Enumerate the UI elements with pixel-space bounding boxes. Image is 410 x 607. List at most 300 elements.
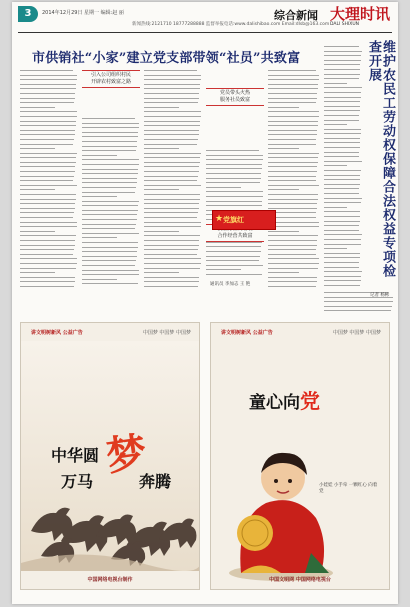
text-line — [20, 84, 76, 85]
text-line — [206, 191, 263, 192]
text-line — [144, 231, 179, 232]
text-line — [324, 301, 393, 302]
text-line — [20, 79, 77, 80]
text-line — [206, 159, 263, 160]
text-line — [268, 125, 318, 126]
text-line — [324, 87, 362, 88]
text-line — [268, 254, 316, 255]
text-line — [82, 242, 138, 243]
text-line — [20, 235, 76, 236]
text-line — [268, 286, 316, 287]
text-line — [20, 88, 76, 89]
text-line — [324, 138, 360, 139]
text-line — [268, 84, 318, 85]
text-line — [20, 231, 55, 232]
text-line — [20, 144, 73, 145]
text-line — [206, 260, 259, 261]
text-line — [268, 208, 317, 209]
text-line — [82, 256, 137, 257]
text-line — [144, 88, 200, 89]
text-line — [268, 162, 318, 163]
text-line — [324, 280, 361, 281]
text-line — [82, 265, 135, 266]
text-line — [144, 272, 179, 273]
text-line — [144, 84, 200, 85]
text-line — [324, 152, 359, 153]
text-line — [206, 155, 263, 156]
text-line — [324, 106, 360, 107]
text-line — [144, 254, 197, 255]
text-line — [324, 184, 360, 185]
child-figurine-illustration — [221, 423, 341, 583]
text-line — [324, 129, 361, 130]
text-line — [324, 97, 361, 98]
text-line — [268, 180, 316, 181]
text-column-5 — [268, 70, 320, 292]
text-line — [82, 210, 138, 211]
text-line — [268, 107, 299, 108]
text-line — [20, 107, 55, 108]
text-line — [144, 222, 201, 223]
dream-calligraphy: 梦 — [103, 428, 150, 481]
text-line — [20, 134, 75, 135]
text-line — [82, 196, 117, 197]
text-line — [20, 212, 74, 213]
text-line — [20, 157, 76, 158]
text-line — [144, 79, 201, 80]
text-line — [324, 216, 360, 217]
text-line — [20, 281, 75, 282]
text-line — [82, 159, 139, 160]
text-line — [20, 254, 73, 255]
masthead-rule — [18, 32, 392, 33]
text-line — [82, 274, 139, 275]
text-line — [268, 153, 319, 154]
text-line — [20, 194, 76, 195]
text-line — [144, 70, 197, 71]
text-line — [20, 189, 55, 190]
text-line — [82, 260, 136, 261]
right-article-title: 维护农民工劳动权保障合法权益专项检查开展 — [366, 40, 395, 278]
text-line — [20, 162, 76, 163]
text-line — [20, 93, 75, 94]
text-line — [268, 98, 317, 99]
text-line — [144, 166, 199, 167]
text-line — [324, 244, 361, 245]
text-line — [206, 178, 261, 179]
text-line — [144, 75, 201, 76]
text-line — [324, 83, 347, 84]
text-line — [324, 115, 359, 116]
newspaper-page — [12, 2, 398, 604]
text-line — [144, 245, 199, 246]
text-line — [206, 168, 262, 169]
text-line — [20, 217, 73, 218]
text-line — [20, 208, 75, 209]
contact-line: 新闻热线:2121710 18777288888 监督举报电话:www.dalishibao.com Email:dlsb@163.com — [132, 22, 330, 27]
poster-title — [249, 385, 320, 414]
text-line — [20, 180, 73, 181]
text-line — [144, 98, 199, 99]
text-line — [82, 136, 138, 137]
text-line — [144, 116, 201, 117]
text-line — [20, 139, 74, 140]
text-line — [144, 180, 197, 181]
text-line — [20, 148, 55, 149]
text-line — [82, 187, 136, 188]
text-line — [268, 272, 299, 273]
text-column-3 — [144, 70, 202, 292]
poster-header-right: 中国梦 中国梦 中国梦 — [332, 330, 381, 336]
text-line — [20, 263, 77, 264]
text-line — [206, 256, 260, 257]
text-line — [324, 78, 359, 79]
text-line — [268, 263, 319, 264]
text-line — [20, 111, 77, 112]
text-line — [20, 75, 77, 76]
text-line — [144, 199, 200, 200]
text-line — [82, 182, 137, 183]
text-line — [20, 286, 74, 287]
text-line — [268, 121, 318, 122]
lead-headline: 市供销社“小家”建立党支部带领“社员”共致富 — [32, 51, 301, 66]
text-line — [144, 217, 197, 218]
text-line — [82, 283, 138, 284]
text-line — [144, 157, 200, 158]
text-line — [82, 164, 139, 165]
text-line — [268, 75, 319, 76]
text-line — [268, 281, 317, 282]
text-line — [144, 286, 198, 287]
text-line — [268, 148, 299, 149]
text-line — [144, 194, 200, 195]
poster-title-line1: 中华圆 — [51, 446, 100, 465]
text-line — [324, 253, 360, 254]
text-line — [206, 173, 261, 174]
text-line — [324, 267, 359, 268]
text-line — [324, 110, 360, 111]
text-line — [324, 262, 359, 263]
text-line — [82, 150, 136, 151]
subhead: 服务社员致富 — [219, 97, 250, 103]
masthead — [12, 2, 398, 34]
text-line — [268, 157, 318, 158]
text-line — [324, 276, 361, 277]
text-line — [324, 310, 391, 311]
text-line — [268, 185, 319, 186]
poster-footer: 中国网络电视台制作 — [87, 577, 133, 583]
text-line — [324, 147, 360, 148]
lead-article-body — [20, 70, 320, 292]
subhead: 合作经营共致富 — [217, 233, 253, 239]
text-line — [324, 92, 361, 93]
text-line — [82, 173, 138, 174]
text-line — [206, 251, 261, 252]
text-line — [82, 127, 139, 128]
text-column-1 — [20, 70, 78, 292]
text-line — [324, 55, 361, 56]
text-line — [20, 121, 76, 122]
subhead-box-1 — [82, 70, 140, 88]
text-line — [324, 170, 361, 171]
text-line — [324, 175, 360, 176]
text-line — [324, 179, 360, 180]
text-line — [324, 239, 361, 240]
text-line — [144, 176, 198, 177]
text-line — [324, 202, 361, 203]
text-line — [324, 46, 359, 47]
text-line — [268, 130, 317, 131]
text-line — [82, 247, 138, 248]
text-line — [82, 279, 117, 280]
text-line — [268, 249, 316, 250]
text-line — [206, 201, 262, 202]
text-line — [82, 132, 138, 133]
text-line — [268, 134, 317, 135]
text-line — [20, 153, 77, 154]
text-line — [20, 222, 77, 223]
text-line — [206, 187, 241, 188]
text-line — [206, 242, 262, 243]
text-line — [268, 139, 316, 140]
star-icon: ★ — [215, 214, 224, 224]
text-line — [20, 176, 74, 177]
text-line — [324, 161, 362, 162]
text-line — [268, 268, 318, 269]
text-line — [268, 203, 317, 204]
text-line — [324, 120, 359, 121]
text-line — [82, 192, 135, 193]
text-column-2 — [82, 118, 140, 292]
text-line — [144, 102, 198, 103]
text-line — [324, 230, 359, 231]
text-line — [20, 245, 75, 246]
text-line — [144, 277, 199, 278]
text-line — [268, 258, 319, 259]
text-line — [144, 111, 201, 112]
text-line — [20, 199, 76, 200]
text-line — [268, 144, 316, 145]
text-line — [324, 257, 360, 258]
poster-title-plain: 童心向 — [249, 393, 300, 413]
text-line — [324, 225, 359, 226]
text-line — [206, 205, 262, 206]
text-line — [20, 98, 75, 99]
text-line — [20, 277, 75, 278]
text-line — [268, 102, 316, 103]
section-name: 综合新闻 — [274, 9, 318, 22]
text-line — [324, 234, 362, 235]
text-line — [324, 165, 347, 166]
text-line — [144, 235, 200, 236]
text-line — [268, 199, 318, 200]
text-line — [324, 285, 360, 286]
text-line — [144, 171, 199, 172]
subhead-box-2 — [206, 88, 264, 106]
text-line — [268, 166, 317, 167]
text-line — [324, 74, 360, 75]
text-line — [324, 101, 360, 102]
text-line — [268, 79, 319, 80]
text-line — [82, 219, 137, 220]
text-line — [82, 214, 137, 215]
text-line — [144, 153, 201, 154]
text-line — [20, 249, 74, 250]
lead-byline: 通讯员 李加志 王 艳 — [210, 282, 251, 287]
text-line — [144, 203, 199, 204]
text-line — [324, 271, 362, 272]
text-line — [20, 116, 77, 117]
text-line — [144, 107, 179, 108]
text-line — [144, 148, 179, 149]
poster-header-right: 中国梦 中国梦 中国梦 — [142, 330, 191, 336]
right-article-body — [324, 46, 362, 292]
brand-logo: 大理时讯 — [330, 5, 391, 23]
text-line — [144, 258, 201, 259]
text-line — [144, 185, 201, 186]
text-line — [268, 245, 317, 246]
text-line — [206, 269, 241, 270]
text-line — [82, 205, 138, 206]
subhead: 引入公司组织村民 — [90, 72, 131, 78]
text-line — [324, 142, 360, 143]
text-line — [20, 226, 77, 227]
text-line — [82, 251, 137, 252]
text-line — [82, 270, 139, 271]
poster-header-left: 讲文明树新风 公益广告 — [221, 330, 273, 336]
text-line — [324, 124, 347, 125]
brand-subtitle: DALI SHIXUN — [330, 22, 360, 27]
text-line — [324, 221, 360, 222]
text-line — [144, 121, 200, 122]
text-line — [324, 69, 360, 70]
text-line — [82, 228, 135, 229]
text-line — [268, 88, 318, 89]
text-line — [82, 123, 139, 124]
text-line — [324, 211, 360, 212]
text-line — [144, 134, 199, 135]
poster-header — [21, 323, 199, 341]
text-line — [324, 64, 360, 65]
text-line — [144, 268, 200, 269]
text-line — [324, 60, 361, 61]
text-line — [324, 193, 359, 194]
text-line — [268, 171, 317, 172]
text-line — [82, 169, 138, 170]
text-line — [206, 274, 262, 275]
text-line — [20, 203, 75, 204]
poster-verse: 小娃娃 小手牵 一颗红心 向着党 — [319, 483, 378, 494]
text-line — [324, 133, 361, 134]
text-line — [20, 125, 76, 126]
text-line — [144, 212, 198, 213]
poster-china-dream — [20, 322, 200, 590]
text-line — [324, 188, 359, 189]
text-line — [144, 249, 198, 250]
text-line — [268, 189, 299, 190]
text-line — [268, 235, 318, 236]
text-line — [206, 150, 259, 151]
text-line — [20, 268, 76, 269]
text-line — [20, 130, 75, 131]
text-line — [268, 277, 317, 278]
text-line — [82, 155, 117, 156]
text-line — [144, 281, 199, 282]
text-line — [82, 201, 139, 202]
text-line — [206, 246, 261, 247]
text-line — [144, 144, 197, 145]
text-line — [206, 164, 262, 165]
text-line — [144, 162, 200, 163]
text-line — [82, 141, 137, 142]
text-line — [144, 125, 200, 126]
text-line — [82, 118, 135, 119]
text-line — [206, 196, 263, 197]
text-line — [144, 130, 199, 131]
text-line — [82, 233, 139, 234]
text-line — [324, 156, 359, 157]
text-line — [268, 116, 319, 117]
text-line — [268, 194, 318, 195]
date-line: 2014年12月29日 星期一 编辑:赵 丽 — [42, 10, 124, 16]
party-flag-ad — [212, 210, 276, 230]
poster-childs-heart — [210, 322, 390, 590]
text-line — [20, 70, 73, 71]
text-line — [82, 237, 117, 238]
text-line — [20, 258, 77, 259]
text-line — [206, 182, 260, 183]
text-line — [144, 208, 199, 209]
text-line — [268, 111, 319, 112]
text-line — [20, 272, 55, 273]
poster-title-line2a: 万马 — [61, 472, 94, 491]
text-line — [144, 93, 199, 94]
text-line — [324, 198, 362, 199]
poster-title-line2b: 奔腾 — [139, 472, 172, 491]
poster-header — [211, 323, 389, 341]
text-line — [82, 178, 137, 179]
text-line — [206, 265, 263, 266]
text-line — [324, 51, 362, 52]
text-line — [268, 176, 316, 177]
text-line — [82, 224, 136, 225]
text-line — [144, 226, 201, 227]
text-line — [20, 185, 77, 186]
text-line — [268, 240, 317, 241]
subhead: 开辟农村致富之路 — [90, 79, 131, 85]
text-line — [324, 207, 347, 208]
subhead: 党员带头火热 — [219, 90, 250, 96]
text-line — [20, 166, 75, 167]
right-article-author: 记者 杨彬 — [370, 293, 390, 298]
text-line — [20, 171, 75, 172]
ad-label: 党旗红 — [223, 216, 244, 224]
text-line — [82, 146, 137, 147]
text-line — [144, 240, 199, 241]
text-line — [144, 139, 198, 140]
text-line — [324, 306, 392, 307]
text-line — [144, 189, 179, 190]
poster-footer: 中国文明网 中国网络电视台 — [269, 577, 331, 583]
text-line — [20, 102, 74, 103]
text-line — [268, 70, 316, 71]
text-line — [324, 248, 347, 249]
text-line — [268, 93, 317, 94]
text-line — [20, 240, 75, 241]
page-number: 3 — [18, 6, 38, 22]
poster-header-left: 讲文明树新风 公益广告 — [31, 330, 83, 336]
text-line — [268, 231, 299, 232]
